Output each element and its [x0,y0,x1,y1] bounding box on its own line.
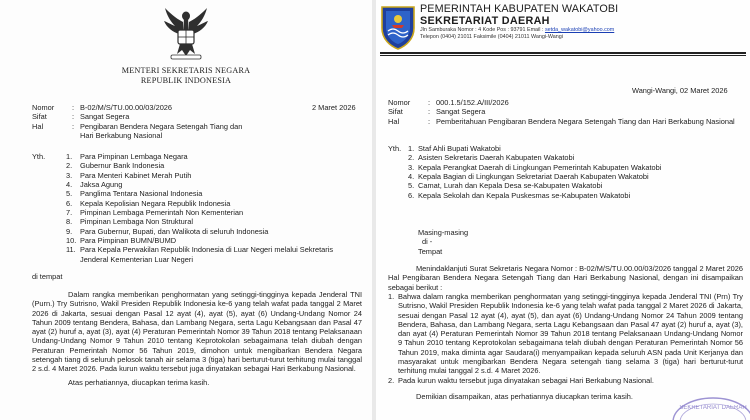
addressee-list [66,152,362,264]
letter-closing: Demikian disampaikan, atas perhatiannya diucapkan terima kasih. [416,392,633,401]
addressee-block [388,144,746,200]
list-item: 1. Staf Ahli Bupati Wakatobi [408,144,501,153]
ministry-title [0,66,372,85]
list-item: 1. Bahwa dalam rangka memberikan penghormatan yang setinggi-tingginya kepada Jenderal TNI (Prn) Try Sutrisno, Wakil Presiden Republik Indonesia ke-6 yang telah wafat pada tanggal 2 Maret 2026 di Jakarta, sesuai dengan Pasal 12 ayat (4), ayat (5), dan ayat (6) Undang-Undang Nomor 24 Tahun 2009 tentang Bendera, Bahasa, dan Lambang Negara, serta Lagu Kebangsaan dan Pasal 47 ayat (2) huruf a, ayat (3), dan ayat (4) Peraturan Pemerintah Nomor 39 Tahun 2018 tentang Pelaksanaan Undang-Undang Nomor 9 Tahun 2010 tentang Keprotokolan sebagaimana telah diubah dengan Peraturan Pemerintah Nomor 56 Tahun 2019, maka diminta agar Saudara(i) menyampaikan kepada seluruh ASN pada Unit Kerjanya dan masyarakat untuk mengibarkan Bendera Negara setengah tiang selama 3 (tiga) hari berturut-turut terhitung mulai tanggal 2 s.d. 4 Maret 2026. [388,292,743,376]
ministry-title-line2: REPUBLIK INDONESIA [140,75,232,85]
meta-value: B-02/M/S/TU.00.00/03/2026 [80,103,173,112]
list-item: 7. Pimpinan Lembaga Pemerintah Non Kementerian [66,208,244,218]
addressee-prefix: Yth. [32,152,46,161]
meta-label: Nomor [32,103,55,112]
list-item: 5. Camat, Lurah dan Kepala Desa se-Kabupaten Wakatobi [408,181,603,191]
letterhead-address: Jln Samburaka Nomor : 4 Kode Pos : 93791 Email : setda_wakatobi@yahoo.com [420,27,615,33]
list-item: 4. Jaksa Agung [66,180,123,190]
letter-date: Wangi-Wangi, 02 Maret 2026 [632,86,728,95]
list-item: 1. Para Pimpinan Lembaga Negara [66,152,188,161]
meta-value: Sangat Segera [80,112,130,122]
list-item: 10. Para Pimpinan BUMN/BUMD [66,236,177,246]
regency-letter [376,0,750,420]
meta-label: Hal [32,121,44,131]
letter-intro: Menindaklanjuti Surat Sekretaris Negara Nomor : B-02/M/S/TU.00.00/03/2026 tanggal 2 Maret 2026 Hal Pengibaran Bendera Negara Setengah Tiang dan Hari Berkabung Nasional, dengan ini disampaikan sebagai berikut : [388,264,744,292]
meta-subject-row: Hal : Pengibaran Bendera Negara Setengah Tiang dan Hari Berkabung Nasional [32,122,362,141]
list-item: 6. Kepala Sekolah dan Kepala Puskesmas se-Kabupaten Wakatobi [408,190,631,200]
addressee-prefix: Yth. [388,144,402,153]
state-secretary-letter [0,0,372,420]
letter-closing: Atas perhatiannya, diucapkan terima kasih. [68,378,210,387]
list-item: 11. Para Kepala Perwakilan Republik Indonesia di Luar Negeri melalui Sekretaris Jenderal Kementerian Luar Negeri [66,245,334,264]
meta-value: Pengibaran Bendera Negara Setengah Tiang dan Hari Berkabung Nasional [80,121,243,141]
letterhead-rule-thin [380,55,746,56]
meta-nature-row: Sifat : Sangat Segera [388,107,486,117]
list-item: 4. Kepala Bagian di Lingkungan Sekretariat Daerah Kabupaten Wakatobi [408,172,649,182]
list-item: 9. Para Gubernur, Bupati, dan Walikota di seluruh Indonesia [66,226,269,236]
list-item: 6. Kepala Kepolisian Negara Republik Indonesia [66,198,231,208]
list-item: 2. Pada kurun waktu tersebut juga dinyatakan sebagai Hari Berkabung Nasional. [388,375,654,385]
ditempat-label: di tempat [32,272,63,281]
list-item: 3. Para Menteri Kabinet Merah Putih [66,170,192,180]
letter-points [388,292,743,385]
letterhead-rule [380,52,746,54]
letterhead-phone: Telepon (0404) 21011 Faksimile (0404) 21011 Wangi-Wangi [420,34,563,41]
meta-nature-row: Sifat : Sangat Segera [32,112,362,121]
meta-subject-row: Hal : Pemberitahuan Pengibaran Bendera Negara Setengah Tiang dan Hari Berkabung Nasional [388,116,735,126]
addressee-block [32,152,362,264]
meta-number-row: Nomor : B-02/M/S/TU.00.00/03/2026 [32,103,362,112]
list-item: 3. Kepala Perangkat Daerah di Lingkungan Pemerintah Kabupaten Wakatobi [408,162,662,172]
ministry-title-line1: MENTERI SEKRETARIS NEGARA [121,66,251,75]
list-item: 5. Panglima Tentara Nasional Indonesia [66,189,203,199]
meta-label: Sifat [32,112,47,122]
list-item: 2. Gubernur Bank Indonesia [66,161,165,171]
letterhead [420,3,746,41]
garuda-emblem-icon [163,4,209,62]
addressee-list [408,144,738,200]
email-link[interactable]: setda_wakatobi@yahoo.com [544,27,615,33]
letter-date: 2 Maret 2026 [312,103,356,112]
letter-body: Dalam rangka memberikan penghormatan yang setinggi-tingginya kepada Jenderal TNI (Purn.) Try Sutrisno, Wakil Presiden Republik Indonesia ke-6 yang telah wafat pada tanggal 2 Maret 2026 di Jakarta, sesuai dengan Pasal 12 ayat (4), ayat (5), ayat (6) Undang-Undang Nomor 24 Tahun 2009 tentang Bendera, Bahasa, dan Lambang Negara, serta Lagu Kebangsaan dan Pasal 47 ayat (2) huruf a, ayat (3), ayat (4) Peraturan Pemerintah Nomor 39 Tahun 2018 tentang Pelaksanaan Undang-Undang Nomor 9 Tahun 2010 tentang Keprotokolan sebagaimana telah diubah dengan Peraturan Pemerintah Nomor 56 Tahun 2019, dimohon untuk mengibarkan Bendera Negara setengah tiang di seluruh pelosok tanah air selama 3 (tiga) hari berturut-turut terhitung mulai tanggal 2 s.d. 4 Maret 2026. Pada kurun waktu tersebut juga dinyatakan sebagai Hari Berkabung Nasional. [32,290,362,374]
letterhead-secretariat: SEKRETARIAT DAERAH [420,15,550,27]
wakatobi-regency-logo-icon [380,4,416,50]
addressee-tail: Masing-masing di - Tempat [418,228,469,256]
letterhead-government: PEMERINTAH KABUPATEN WAKATOBI [420,3,619,15]
list-item: 8. Pimpinan Lembaga Non Struktural [66,217,193,227]
official-stamp-icon [668,392,750,420]
meta-number-row: Nomor : 000.1.5/152.A/III/2026 [388,98,509,107]
stamp-text: SEKRETARIAT DAERAH [679,405,747,411]
letter-meta [388,98,746,126]
list-item: 2. Asisten Sekretaris Daerah Kabupaten Wakatobi [408,153,575,163]
